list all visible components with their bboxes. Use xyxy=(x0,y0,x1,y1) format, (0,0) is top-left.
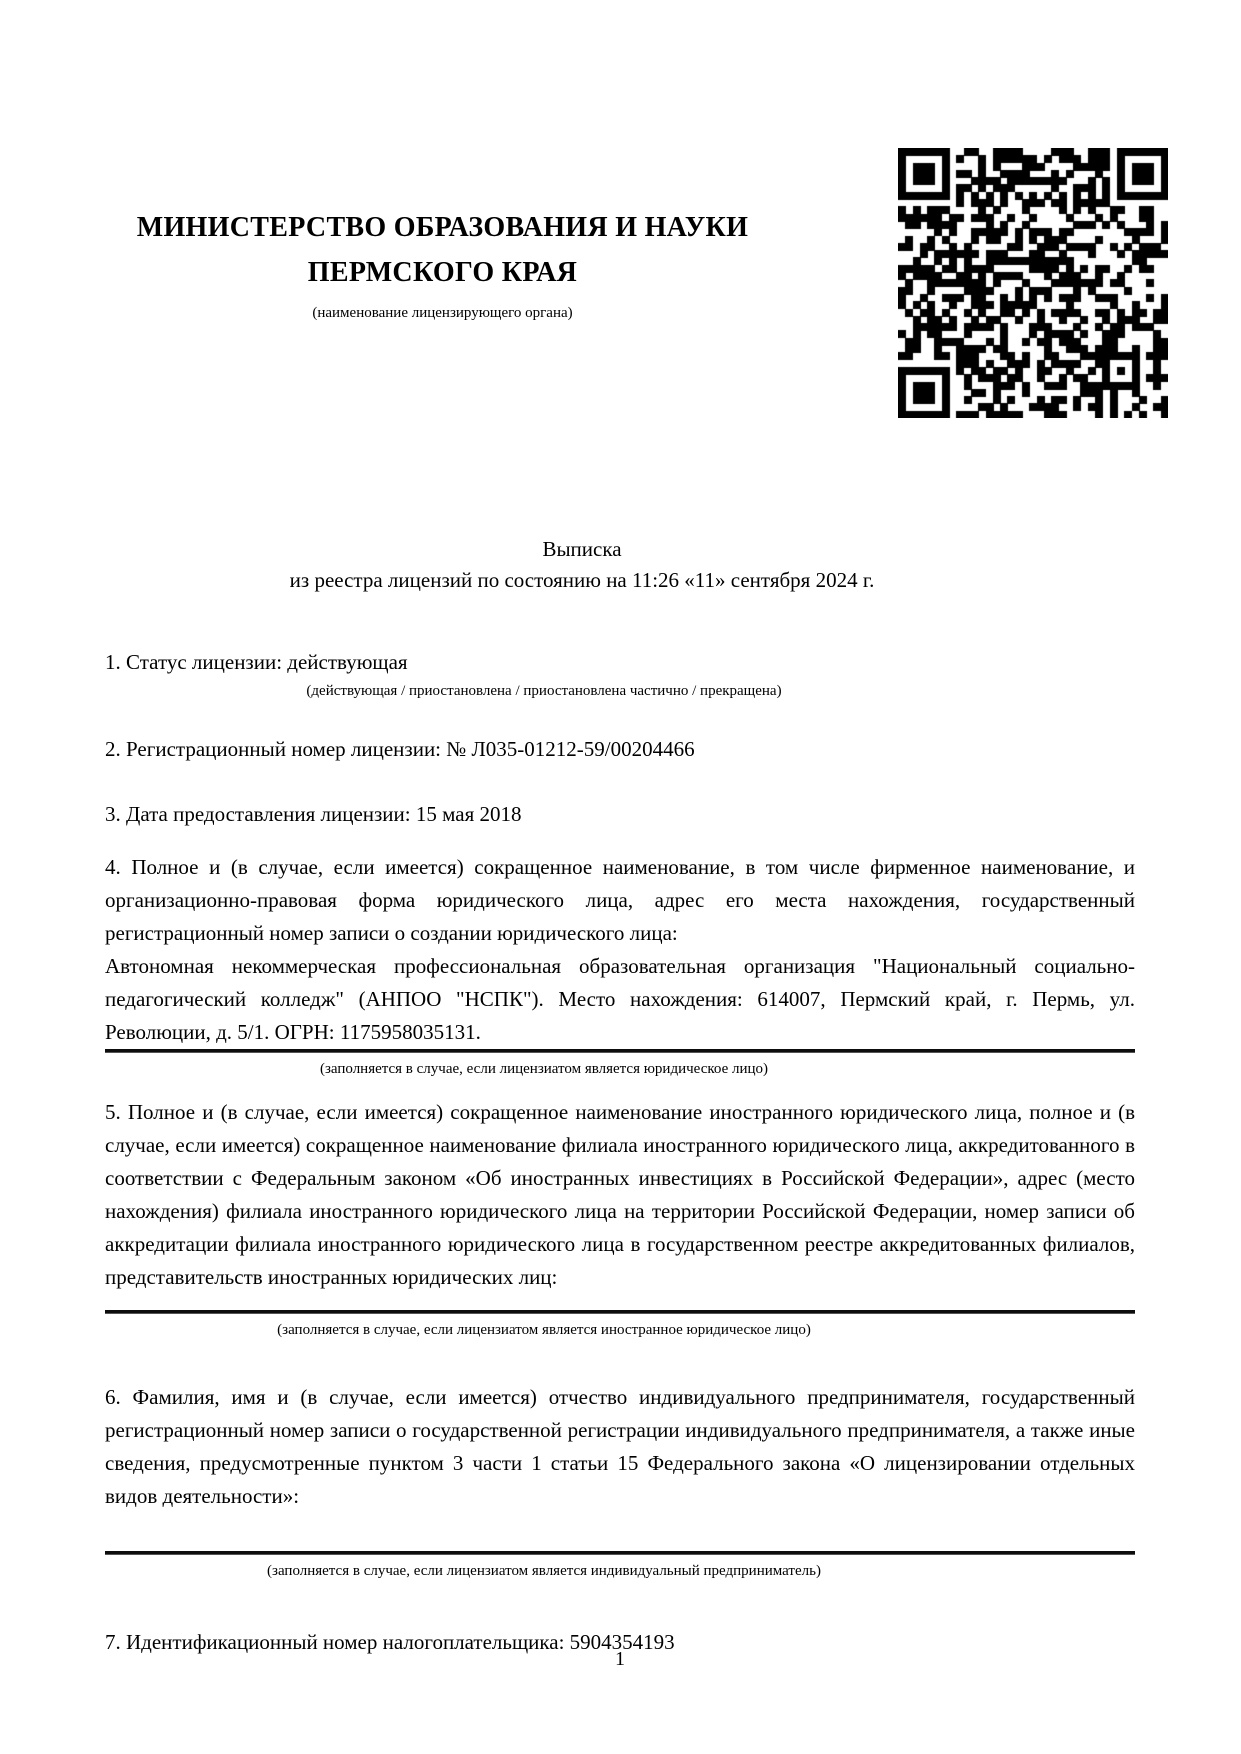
ministry-name-line1: МИНИСТЕРСТВО ОБРАЗОВАНИЯ И НАУКИ xyxy=(136,212,749,243)
document-title-block xyxy=(105,534,1135,596)
entrepreneur-caption: (заполняется в случае, если лицензиатом является индивидуальный предприниматель) xyxy=(267,1563,821,1579)
entrepreneur-section xyxy=(105,1381,1135,1581)
document-title: Выписка xyxy=(542,537,622,561)
legal-entity-caption: (заполняется в случае, если лицензиатом является юридическое лицо) xyxy=(319,1061,769,1077)
ministry-header xyxy=(105,205,780,323)
license-date-line: 3. Дата предоставления лицензии: 15 мая 2018 xyxy=(105,802,522,826)
qr-code-icon xyxy=(898,148,1168,418)
foreign-entity-section xyxy=(105,1096,1135,1340)
legal-entity-label: 4. Полное и (в случае, если имеется) сокращенное наименование, в том числе фирменное наименование, и организационно-правовая форма юридического лица, адрес его места нахождения, государственный регистрационный номер записи о создании юридического лица: xyxy=(105,855,1135,945)
registration-number-line: 2. Регистрационный номер лицензии: № Л035-01212-59/00204466 xyxy=(105,737,695,761)
ministry-caption: (наименование лицензирующего органа) xyxy=(312,305,573,321)
license-status-line: 1. Статус лицензии: действующая xyxy=(105,650,408,674)
foreign-entity-caption: (заполняется в случае, если лицензиатом является иностранное юридическое лицо) xyxy=(277,1322,811,1338)
entrepreneur-label: 6. Фамилия, имя и (в случае, если имеется) отчество индивидуального предпринимателя, государственный регистрационный номер записи о государственной регистрации индивидуального предпринимателя, а также иные сведения, предусмотренные пунктом 3 части 1 статьи 15 Федерального закона «О лицензировании отдельных видов деятельности»: xyxy=(105,1385,1135,1508)
blank-field-line xyxy=(105,1551,1135,1555)
blank-field-line xyxy=(105,1310,1135,1314)
document-subtitle: из реестра лицензий по состоянию на 11:26 «11» сентября 2024 г. xyxy=(289,568,875,592)
taxpayer-id-line: 7. Идентификационный номер налогоплательщика: 5904354193 xyxy=(105,1630,675,1654)
legal-entity-section xyxy=(105,851,1135,1079)
qr-code xyxy=(898,148,1168,418)
license-status-caption: (действующая / приостановлена / приостановлена частично / прекращена) xyxy=(306,683,782,699)
ministry-name-line2: ПЕРМСКОГО КРАЯ xyxy=(307,257,578,288)
blank-field-line xyxy=(105,1049,1135,1053)
foreign-entity-label: 5. Полное и (в случае, если имеется) сокращенное наименование иностранного юридического лица, полное и (в случае, если имеется) сокращенное наименование филиала иностранного юридического лица, аккредитованного в соответствии с Федеральным законом «Об иностранных инвестициях в Российской Федерации», адрес (место нахождения) филиала иностранного юридического лица на территории Российской Федерации, номер записи об аккредитации филиала иностранного юридического лица в государственном реестре аккредитованных филиалов, представительств иностранных юридических лиц: xyxy=(105,1100,1135,1289)
page-number: 1 xyxy=(615,1648,625,1670)
legal-entity-value: Автономная некоммерческая профессиональная образовательная организация "Национальный социально-педагогический колледж" (АНПОО "НСПК"). Место нахождения: 614007, Пермский край, г. Пермь, ул. Революции, д. 5/1. ОГРН: 1175958035131. xyxy=(105,954,1135,1044)
